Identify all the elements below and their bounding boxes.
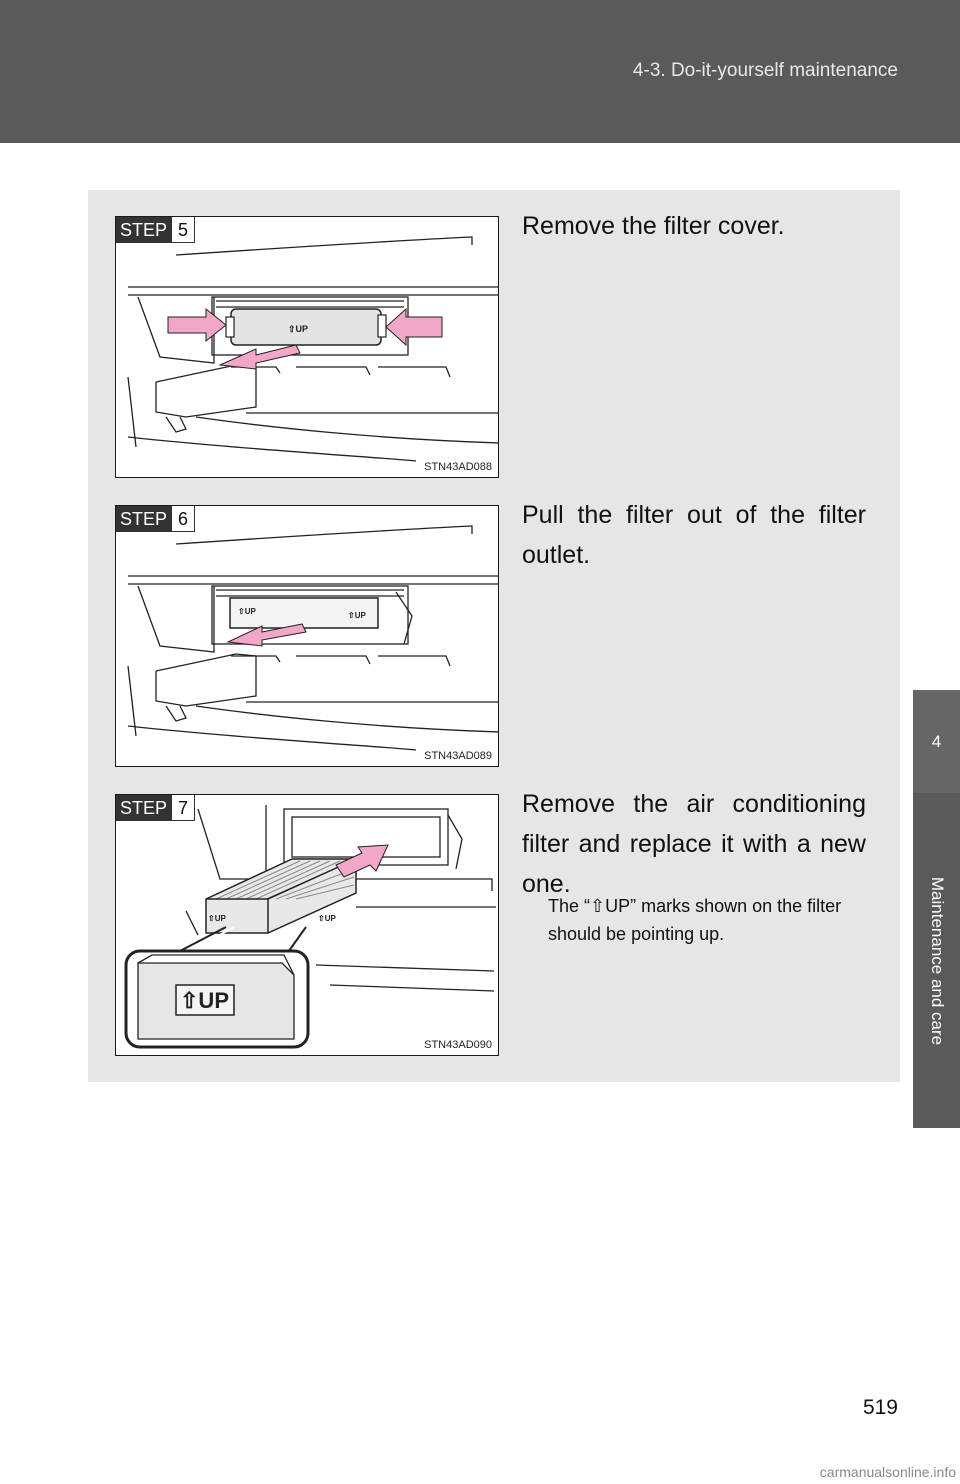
step-7 bbox=[88, 768, 900, 1082]
figure-code: STN43AD090 bbox=[420, 1039, 492, 1051]
step-6-badge bbox=[116, 506, 195, 532]
step-badge-number: 7 bbox=[171, 795, 195, 821]
filter-outlet-illustration bbox=[116, 506, 499, 767]
step-badge-label: STEP bbox=[116, 217, 171, 243]
section-title: 4-3. Do-it-yourself maintenance bbox=[632, 60, 898, 81]
step-badge-number: 6 bbox=[171, 506, 195, 532]
step-badge-label: STEP bbox=[116, 506, 171, 532]
chapter-number: 4 bbox=[913, 690, 960, 793]
page-header bbox=[0, 0, 960, 143]
figure-code: STN43AD088 bbox=[420, 461, 492, 473]
press-arrow-left-icon bbox=[168, 309, 226, 341]
filter-cover-up-mark: ⇧UP bbox=[288, 324, 309, 334]
step-7-badge bbox=[116, 795, 195, 821]
filter-replace-illustration bbox=[116, 795, 499, 1056]
step-6-text: Pull the filter out of the filter outlet. bbox=[522, 501, 866, 569]
chapter-tab bbox=[913, 690, 960, 1128]
step-5 bbox=[88, 190, 900, 479]
chapter-label: Maintenance and care bbox=[927, 876, 947, 1045]
filter-up-mark-left: ⇧UP bbox=[208, 914, 226, 923]
filter-up-mark-left: ⇧UP bbox=[238, 607, 256, 616]
filter-up-mark-right: ⇧UP bbox=[318, 914, 336, 923]
instruction-panel bbox=[88, 190, 900, 1082]
step-7-text: Remove the air conditioning filter and replace it with a new one. bbox=[522, 790, 866, 898]
magnified-up-mark: ⇧UP bbox=[180, 988, 229, 1013]
step-5-badge bbox=[116, 217, 195, 243]
step-6-figure bbox=[115, 505, 499, 767]
figure-code: STN43AD089 bbox=[420, 750, 492, 762]
step-badge-label: STEP bbox=[116, 795, 171, 821]
chapter-label-wrap bbox=[913, 793, 960, 1128]
step-7-note: The “⇧UP” marks shown on the filter should be pointing up. bbox=[548, 896, 842, 944]
filter-cover-illustration bbox=[116, 217, 499, 478]
step-badge-number: 5 bbox=[171, 217, 195, 243]
page-number: 519 bbox=[862, 1396, 898, 1419]
step-6 bbox=[88, 479, 900, 768]
step-5-figure bbox=[115, 216, 499, 478]
pull-arrow-icon bbox=[220, 345, 300, 369]
filter-up-mark-right: ⇧UP bbox=[348, 611, 366, 620]
insert-arrow-icon bbox=[336, 845, 388, 877]
step-5-text: Remove the filter cover. bbox=[522, 212, 785, 240]
step-7-figure bbox=[115, 794, 499, 1056]
press-arrow-right-icon bbox=[386, 309, 442, 345]
footer-source: carmanualsonline.info bbox=[819, 1464, 956, 1480]
